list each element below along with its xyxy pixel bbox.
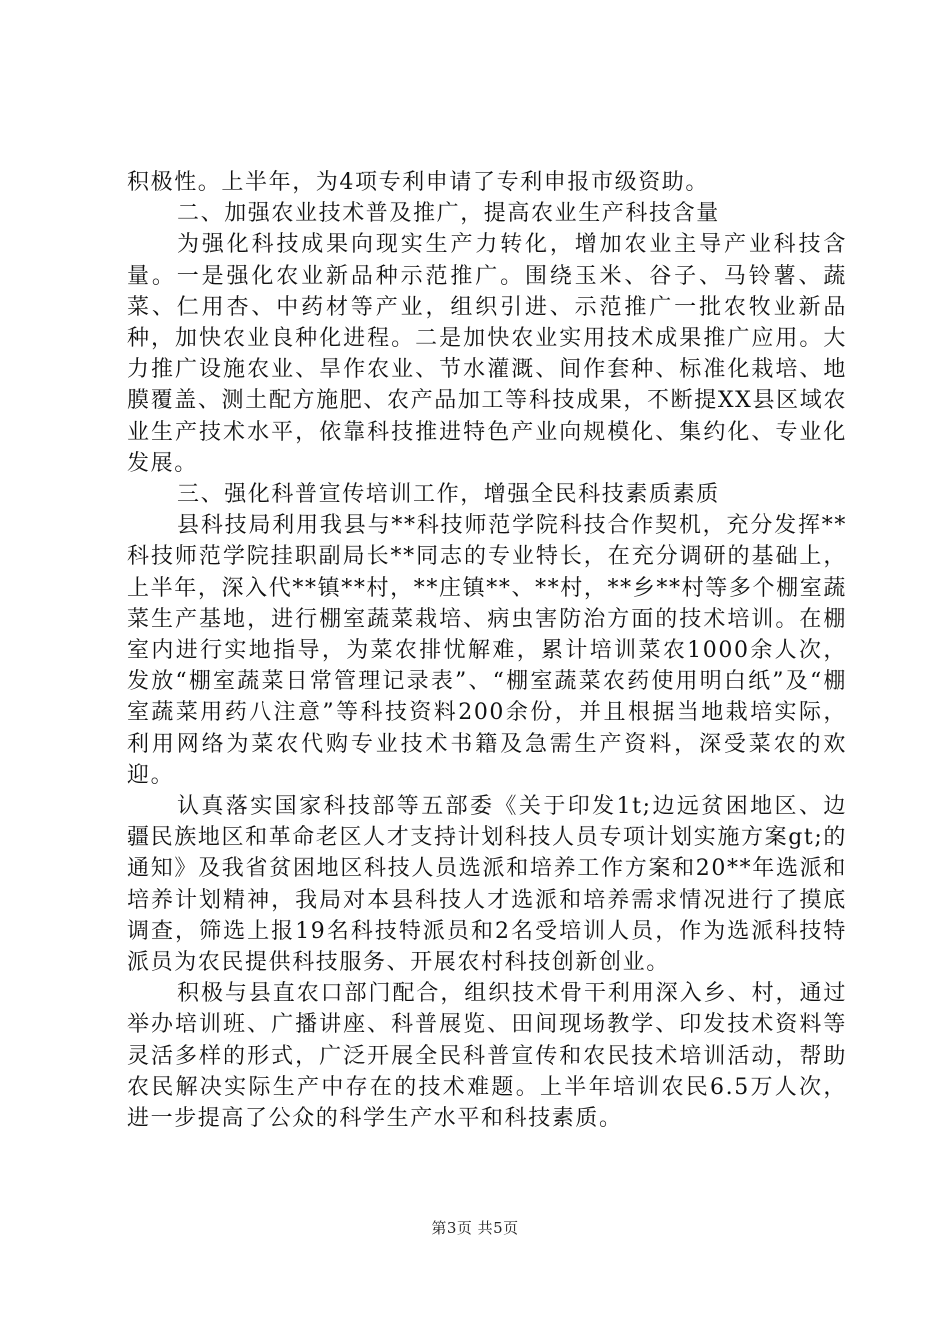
section-heading: 二、加强农业技术普及推广，提高农业生产科技含量 (177, 201, 720, 227)
paragraph: 县科技局利用我县与**科技师范学院科技合作契机，充分发挥**科技师范学院挂职副局长**同志的专业特长，在充分调研的基础上，上半年，深入代**镇**村，**庄镇**、**村，**乡**村等多个棚室蔬菜生产基地，进行棚室蔬菜栽培、病虫害防治方面的技术培训。在棚室内进行实地指导，为菜农排忧解难，累计培训菜农1000余人次，发放“棚室蔬菜日常管理记录表”、“棚室蔬菜农药使用明白纸”及“棚室蔬菜用药八注意”等科技资料200余份，并且根据当地栽培实际，利用网络为菜农代购专业技术书籍及急需生产资料，深受菜农的欢迎。 (127, 513, 847, 788)
paragraph: 为强化科技成果向现实生产力转化，增加农业主导产业科技含量。一是强化农业新品种示范推广。围绕玉米、谷子、马铃薯、蔬菜、仁用杏、中药材等产业，组织引进、示范推广一批农牧业新品种，加快农业良种化进程。二是加快农业实用技术成果推广应用。大力推广设施农业、旱作农业、节水灌溉、间作套种、标准化栽培、地膜覆盖、测土配方施肥、农产品加工等科技成果，不断提XX县区域农业生产技术水平，依靠科技推进特色产业向规模化、集约化、专业化发展。 (127, 232, 847, 476)
paragraph: 积极与县直农口部门配合，组织技术骨干利用深入乡、村，通过举办培训班、广播讲座、科普展览、田间现场教学、印发技术资料等灵活多样的形式，广泛开展全民科普宣传和农民技术培训活动，帮助农民解决实际生产中存在的技术难题。上半年培训农民6.5万人次，进一步提高了公众的科学生产水平和科技素质。 (127, 981, 847, 1132)
paragraph: 积极性。上半年，为4项专利申请了专利申报市级资助。 (127, 170, 709, 195)
page-number-footer: 第3页 共5页 (431, 1219, 519, 1237)
document-body (127, 167, 847, 1134)
section-heading: 三、强化科普宣传培训工作，增强全民科技素质素质 (177, 482, 720, 508)
paragraph: 认真落实国家科技部等五部委《关于印发1t;边远贫困地区、边疆民族地区和革命老区人才支持计划科技人员专项计划实施方案gt;的通知》及我省贫困地区科技人员选派和培养工作方案和20**年选派和培养计划精神，我局对本县科技人才选派和培养需求情况进行了摸底调查，筛选上报19名科技特派员和2名受培训人员，作为选派科技特派员为农民提供科技服务、开展农村科技创新创业。 (127, 794, 847, 976)
